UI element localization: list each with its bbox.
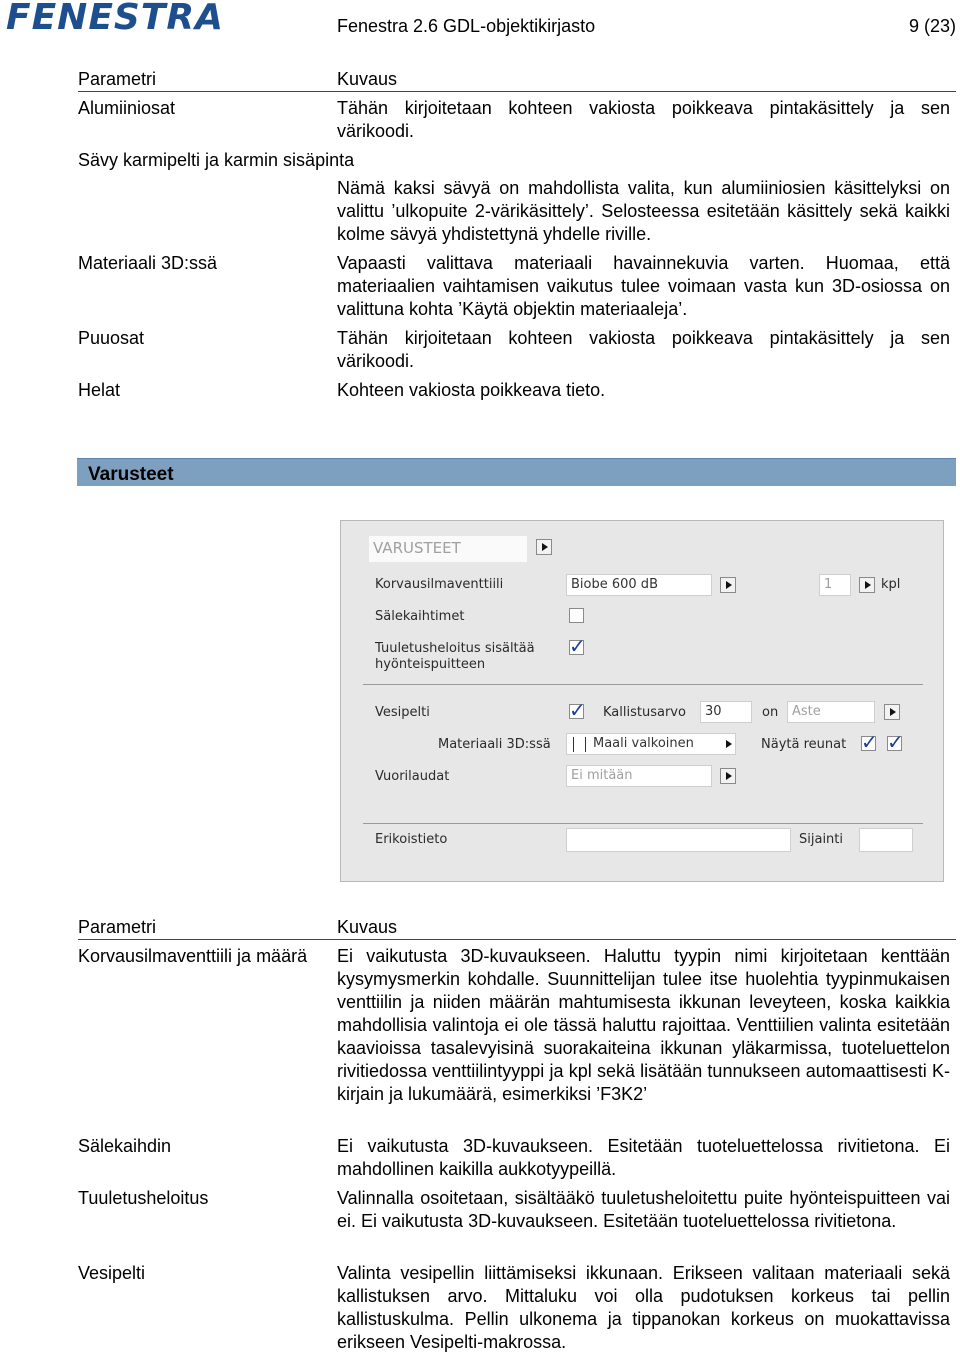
page-number: 9 (23) <box>908 16 956 36</box>
kallistusarvo-field[interactable]: 30 <box>700 701 752 723</box>
salekaihtimet-label: Sälekaihtimet <box>375 609 465 624</box>
vuorilaudat-field[interactable]: Ei mitään <box>566 765 712 787</box>
sijainti-label: Sijainti <box>799 832 844 847</box>
material-separator <box>585 737 586 752</box>
kallistus-unit-field[interactable]: Aste <box>787 701 875 723</box>
document-title: Fenestra 2.6 GDL-objektikirjasto <box>337 16 596 36</box>
on-label: on <box>762 705 779 720</box>
table2-header-desc: Kuvaus <box>337 917 398 937</box>
table2-row-param: Sälekaihdin <box>78 1136 172 1156</box>
table2-row-param: Korvausilmaventtiili ja määrä <box>78 946 308 966</box>
korvausilmaventtiili-arrow-button[interactable] <box>720 577 736 593</box>
dialog-menu-arrow-button[interactable] <box>536 539 552 555</box>
section-heading: Varusteet <box>88 464 174 485</box>
table1-header-param: Parametri <box>78 69 157 89</box>
varusteet-dialog <box>340 520 944 882</box>
table1-row-param: Puuosat <box>78 328 145 348</box>
dialog-divider <box>363 684 923 685</box>
tuuletusheloitus-checkbox[interactable] <box>569 640 584 655</box>
nayta-reunat-checkbox-1[interactable] <box>861 736 876 751</box>
quantity-arrow-button[interactable] <box>859 577 875 593</box>
korvausilmaventtiili-quantity-field[interactable]: 1 <box>819 574 851 596</box>
table2-header-param: Parametri <box>78 917 157 937</box>
material-swatch <box>573 737 574 752</box>
nayta-reunat-label: Näytä reunat <box>761 737 847 752</box>
kpl-label: kpl <box>881 577 901 592</box>
materiaali-3d-value: Maali valkoinen <box>593 736 694 751</box>
nayta-reunat-checkbox-2[interactable] <box>887 736 902 751</box>
kallistusarvo-label: Kallistusarvo <box>603 705 686 720</box>
table1-row-desc: Kohteen vakiosta poikkeava tieto. <box>337 380 606 400</box>
section-heading-bar <box>77 458 956 486</box>
table2-row-param: Vesipelti <box>78 1263 146 1283</box>
table1-row-desc: Tähän kirjoitetaan kohteen vakiosta poikkeava pintakäsittely ja sen värikoodi. <box>337 98 950 141</box>
table1-row-param: Sävy karmipelti ja karmin sisäpinta <box>78 150 355 170</box>
table1-header-rule <box>78 91 956 92</box>
fenestra-logo: FENESTRA <box>6 0 224 38</box>
table1-row-desc: Vapaasti valittava materiaali havainnekuvia varten. Huomaa, että materiaalien vaihtamisen vaikutus tulee voimaan vasta kun 3D-osiossa on valittuna kohta ’Käytä objektin materiaaleja’. <box>337 253 950 319</box>
materiaali-3d-label: Materiaali 3D:ssä <box>438 737 551 752</box>
vesipelti-label: Vesipelti <box>375 705 430 720</box>
table1-row-desc: Nämä kaksi sävyä on mahdollista valita, kun alumiiniosien käsittelyksi on valittu ’ulkopuite 2-värikäsittely’. Selosteessa esitetään käsittely sekä kaikki kolme sävyä yhdistettynä yhdelle riville. <box>337 178 950 244</box>
korvausilmaventtiili-label: Korvausilmaventtiili <box>375 577 504 592</box>
table2-row-desc: Valinnalla osoitetaan, sisältääkö tuuletusheloitettu puite hyönteispuitteen vai ei. Ei vaikutusta 3D-kuvaukseen. Esitetään tuoteluettelossa rivitietona. <box>337 1188 950 1231</box>
table1-row-param: Helat <box>78 380 121 400</box>
erikoistieto-field[interactable] <box>566 828 791 852</box>
dialog-divider <box>363 823 923 824</box>
table2-row-desc: Ei vaikutusta 3D-kuvaukseen. Esitetään tuoteluettelossa rivitietona. Ei mahdollinen kaikilla aukkotyypeillä. <box>337 1136 950 1179</box>
kallistus-unit-arrow-button[interactable] <box>884 704 900 720</box>
table2-row-desc: Valinta vesipellin liittämiseksi ikkunaan. Erikseen valitaan materiaali sekä kallistuksen arvo. Mittaluku voi olla pudotuksen korkeus tai pellin kallistuskulma. Pellin ulkonema ja tippanokan korkeus on muokattavissa erikseen Vesipelti-makrossa. <box>337 1263 950 1352</box>
table1-header-desc: Kuvaus <box>337 69 398 89</box>
table1-row-param: Materiaali 3D:ssä <box>78 253 218 273</box>
vuorilaudat-arrow-button[interactable] <box>720 768 736 784</box>
materiaali-dropdown-arrow-icon <box>726 740 732 748</box>
materiaali-3d-field[interactable] <box>566 733 736 755</box>
table1-row-desc: Tähän kirjoitetaan kohteen vakiosta poikkeava pintakäsittely ja sen värikoodi. <box>337 328 950 371</box>
tuuletusheloitus-label: Tuuletusheloitus sisältää hyönteispuitteen <box>375 641 535 672</box>
vesipelti-checkbox[interactable] <box>569 704 584 719</box>
dialog-title-field: VARUSTEET <box>369 536 527 562</box>
korvausilmaventtiili-field[interactable]: Biobe 600 dB <box>566 574 712 596</box>
salekaihtimet-checkbox[interactable] <box>569 608 584 623</box>
table2-row-param: Tuuletusheloitus <box>78 1188 209 1208</box>
table2-row-desc: Ei vaikutusta 3D-kuvaukseen. Haluttu tyypin nimi kirjoitetaan kenttään kysymysmerkin kohdalle. Suunnittelijan tulee itse huolehtia tyypinmukaisen venttiilin ja niiden määrän mahtumisesta ikkunan leveyteen, koska kaikkia mahdollisia valintoja ei ole tässä haluttu rajoittaa. Venttiilien valinta esitetään kaavioissa tasalevyisinä suorakaiteina ikkunan yläkarmissa, tuoteluettelon rivitiedossa venttiilintyyppi ja kpl sekä lisätään tunnukseen automaattisesti K-kirjain ja lukumäärä, esimerkiksi ’F3K2’ <box>337 946 950 1104</box>
table1-row-param: Alumiiniosat <box>78 98 176 118</box>
vuorilaudat-label: Vuorilaudat <box>375 769 450 784</box>
erikoistieto-label: Erikoistieto <box>375 832 448 847</box>
sijainti-field[interactable] <box>859 828 913 852</box>
table2-header-rule <box>78 939 956 940</box>
